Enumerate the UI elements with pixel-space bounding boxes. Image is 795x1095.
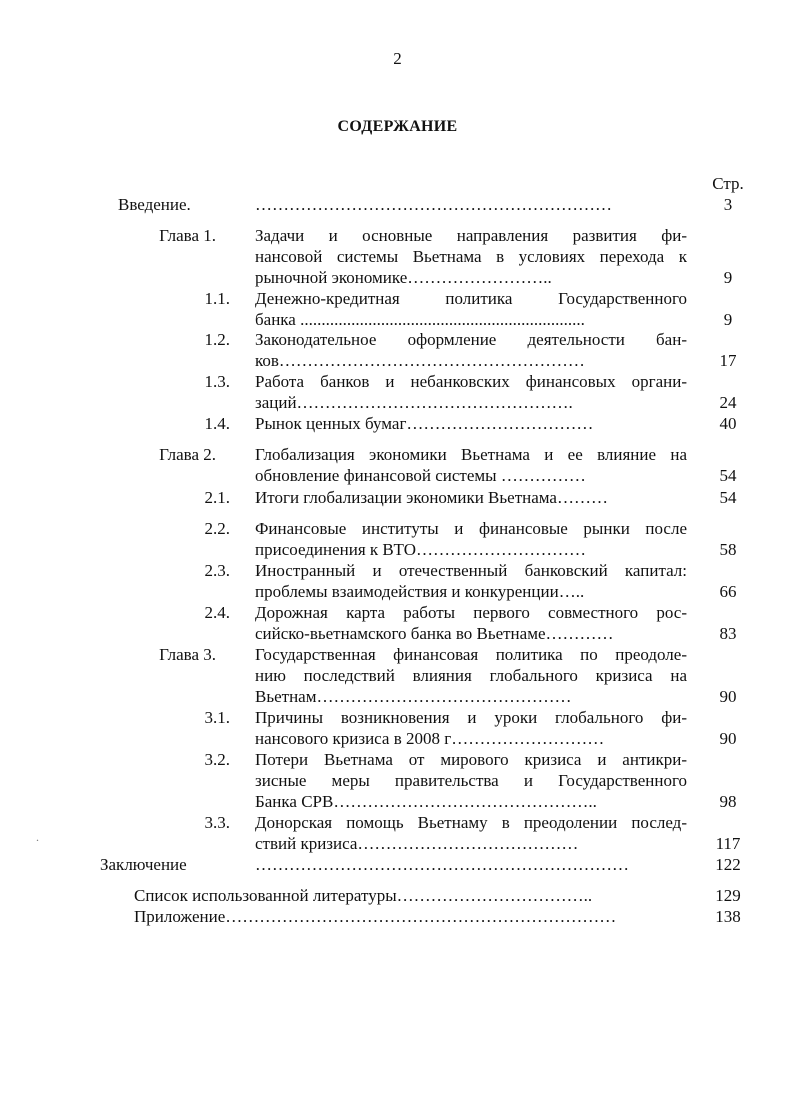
page-column-header: Стр. [712, 174, 744, 193]
scan-mark: . [36, 830, 39, 844]
toc-entry-page: 54 [719, 488, 737, 507]
toc-entry-text: Законодательное оформление деятельности бан- [255, 330, 687, 349]
toc-entry-label: Введение. [118, 195, 191, 214]
toc-entry-text: Потери Вьетнама от мирового кризиса и антикри- [255, 750, 687, 769]
toc-entry-page: 9 [723, 310, 733, 329]
toc-entry-label: 1.1. [204, 289, 230, 308]
toc-entry-label: 2.3. [204, 561, 230, 580]
toc-entry-text: Рынок ценных бумаг…………………………… [255, 414, 594, 433]
toc-entry-text: Государственная финансовая политика по преодоле- [255, 645, 687, 664]
toc-entry-label: 2.1. [204, 488, 230, 507]
toc-entry-text: нансовой системы Вьетнама в условиях перехода к [255, 247, 687, 266]
toc-entry-text: проблемы взаимодействия и конкуренции….. [255, 582, 585, 601]
toc-entry-text: Причины возникновения и уроки глобального фи- [255, 708, 687, 727]
toc-entry-text: Денежно-кредитная политика Государственного [255, 289, 687, 308]
toc-entry-text: ствий кризиса………………………………… [255, 834, 579, 853]
toc-entry-page: 3 [723, 195, 733, 214]
toc-entry-label: Глава 1. [159, 226, 216, 245]
toc-entry-text: Банка СРВ……………………………………….. [255, 792, 597, 811]
toc-entry-page: 117 [715, 834, 741, 853]
toc-entry-text: Задачи и основные направления развития фи- [255, 226, 687, 245]
toc-entry-text: зисные меры правительства и Государственного [255, 771, 687, 790]
toc-entry-label: Заключение [100, 855, 187, 874]
toc-entry-page: 9 [723, 268, 733, 287]
toc-entry-label: 1.3. [204, 372, 230, 391]
toc-entry-page: 24 [719, 393, 737, 412]
toc-entry-label: Глава 2. [159, 445, 216, 464]
toc-entry-text: банка ................................................................... [255, 310, 585, 329]
toc-entry-text: рыночной экономике…………………….. [255, 268, 552, 287]
toc-entry-label: 3.2. [204, 750, 230, 769]
toc-entry-label: 2.2. [204, 519, 230, 538]
toc-entry-text: Иностранный и отечественный банковский капитал: [255, 561, 687, 580]
toc-entry-page: 66 [719, 582, 737, 601]
toc-entry-text: нию последствий влияния глобального кризиса на [255, 666, 687, 685]
toc-entry-page: 40 [719, 414, 737, 433]
toc-tail-page: 138 [715, 907, 741, 926]
toc-entry-text: заций…………………………………………. [255, 393, 573, 412]
toc-tail-page: 129 [715, 886, 741, 905]
toc-entry-label: 1.4. [204, 414, 230, 433]
toc-tail-text: Список использованной литературы…………………………….. [134, 886, 593, 905]
toc-entry-text: Итоги глобализации экономики Вьетнама……… [255, 488, 608, 507]
toc-entry-page: 17 [719, 351, 737, 370]
toc-entry-text: ков……………………………………………… [255, 351, 585, 370]
toc-entry-text: сийско-вьетнамского банка во Вьетнаме………… [255, 624, 614, 643]
toc-entry-text: Глобализация экономики Вьетнама и ее влияние на [255, 445, 687, 464]
toc-entry-text: присоединения к ВТО………………………… [255, 540, 586, 559]
toc-entry-text: Вьетнам……………………………………… [255, 687, 572, 706]
toc-entry-page: 98 [719, 792, 737, 811]
toc-title: СОДЕРЖАНИЕ [337, 118, 458, 135]
toc-entry-page: 83 [719, 624, 737, 643]
toc-entry-label: Глава 3. [159, 645, 216, 664]
page-number: 2 [393, 49, 402, 68]
toc-entry-text: Финансовые институты и финансовые рынки после [255, 519, 687, 538]
toc-entry-text: обновление финансовой системы …………… [255, 466, 586, 485]
toc-entry-page: 90 [719, 687, 737, 706]
toc-entry-page: 54 [719, 466, 737, 485]
toc-entry-label: 3.3. [204, 813, 230, 832]
toc-entry-page: 122 [715, 855, 741, 874]
toc-entry-text: ………………………………………………………… [255, 855, 629, 874]
toc-entry-page: 58 [719, 540, 737, 559]
toc-entry-label: 3.1. [204, 708, 230, 727]
toc-entry-text: ……………………………………………………… [255, 195, 612, 214]
toc-entry-label: 2.4. [204, 603, 230, 622]
toc-tail-text: Приложение…………………………………………………………… [134, 907, 617, 926]
toc-entry-page: 90 [719, 729, 737, 748]
toc-entry-text: Дорожная карта работы первого совместного рос- [255, 603, 687, 622]
toc-entry-text: Донорская помощь Вьетнаму в преодолении послед- [255, 813, 687, 832]
toc-entry-text: Работа банков и небанковских финансовых органи- [255, 372, 687, 391]
toc-entry-label: 1.2. [204, 330, 230, 349]
toc-entry-text: нансового кризиса в 2008 г……………………… [255, 729, 605, 748]
